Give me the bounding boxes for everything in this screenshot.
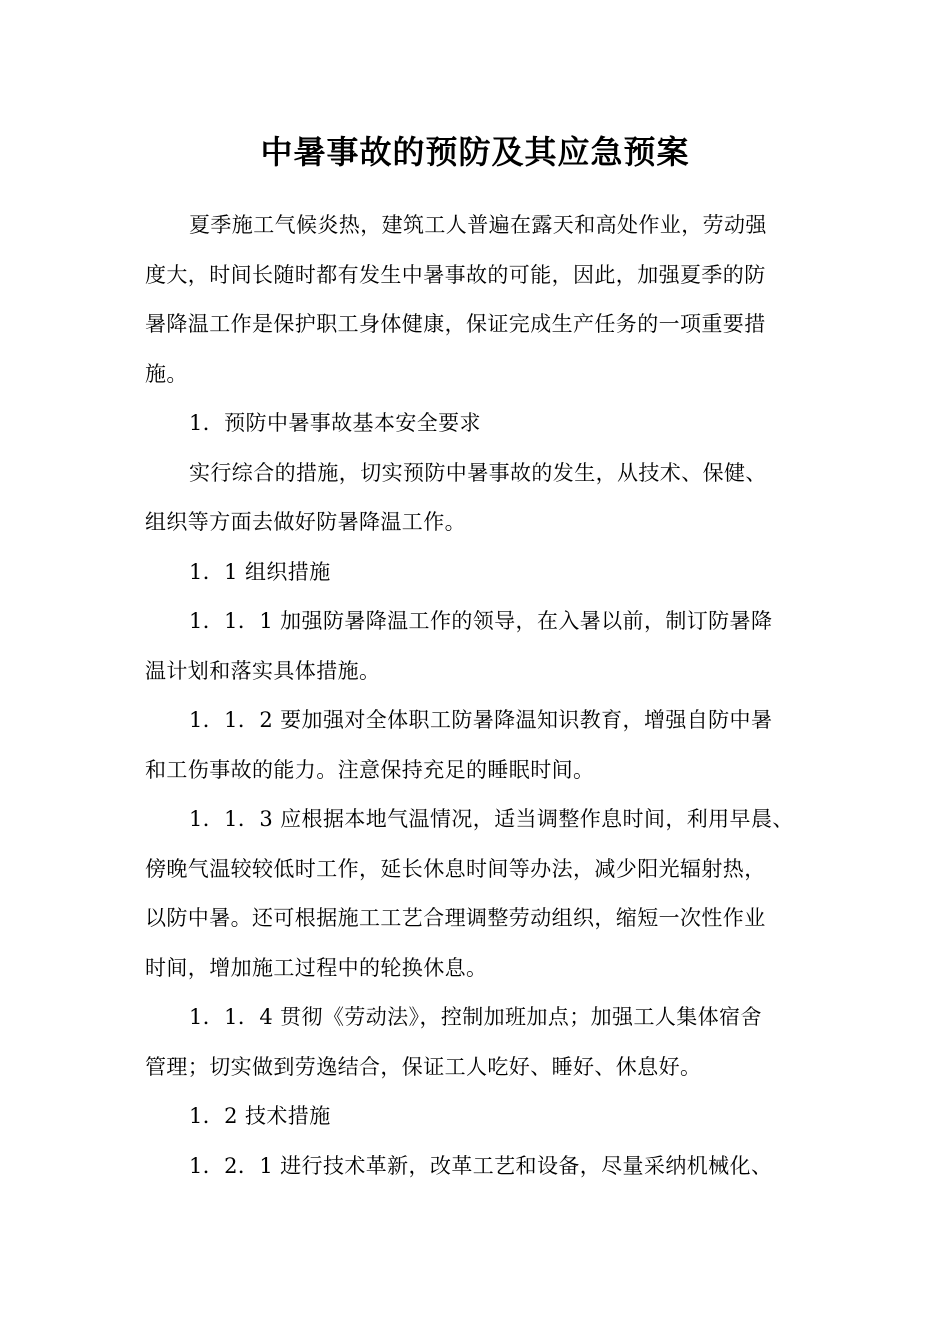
- paragraph-line: 实行综合的措施，切实预防中暑事故的发生，从技术、保健、: [189, 460, 767, 485]
- paragraph-line: 施。: [145, 361, 188, 386]
- document-body: [145, 201, 805, 1191]
- document-title: 中暑事故的预防及其应急预案: [260, 133, 690, 171]
- paragraph-line: 1．1．3 应根据本地气温情况，适当调整作息时间，利用早晨、: [189, 807, 794, 831]
- paragraph-line: 1．1．2 要加强对全体职工防暑降温知识教育，增强自防中暑: [189, 708, 773, 732]
- paragraph-line: 度大，时间长随时都有发生中暑事故的可能，因此，加强夏季的防: [145, 262, 766, 287]
- paragraph-line: 以防中暑。还可根据施工工艺合理调整劳动组织，缩短一次性作业: [145, 906, 766, 930]
- paragraph-line: 傍晚气温较较低时工作，延长休息时间等办法，减少阳光辐射热，: [145, 856, 766, 881]
- paragraph-line: 温计划和落实具体措施。: [145, 658, 381, 683]
- subsection-heading: 1．2 技术措施: [189, 1104, 331, 1128]
- paragraph-line: 和工伤事故的能力。注意保持充足的睡眠时间。: [145, 757, 595, 782]
- paragraph-line: 1．1．4 贯彻《劳动法》，控制加班加点；加强工人集体宿舍: [189, 1005, 762, 1029]
- subsection-heading: 1．1 组织措施: [189, 559, 331, 584]
- paragraph-line: 1．2．1 进行技术革新，改革工艺和设备，尽量采纳机械化、: [189, 1153, 773, 1178]
- paragraph-line: 夏季施工气候炎热，建筑工人普遍在露天和高处作业，劳动强: [189, 213, 767, 237]
- section-heading: 1．预防中暑事故基本安全要求: [189, 411, 481, 435]
- paragraph-line: 组织等方面去做好防暑降温工作。: [145, 510, 466, 534]
- paragraph-line: 1．1．1 加强防暑降温工作的领导，在入暑以前，制订防暑降: [189, 609, 773, 633]
- paragraph-line: 管理；切实做到劳逸结合，保证工人吃好、睡好、休息好。: [145, 1054, 702, 1079]
- paragraph-line: 暑降温工作是保护职工身体健康，保证完成生产任务的一项重要措: [145, 312, 766, 336]
- paragraph-line: 时间，增加施工过程中的轮换休息。: [145, 955, 488, 980]
